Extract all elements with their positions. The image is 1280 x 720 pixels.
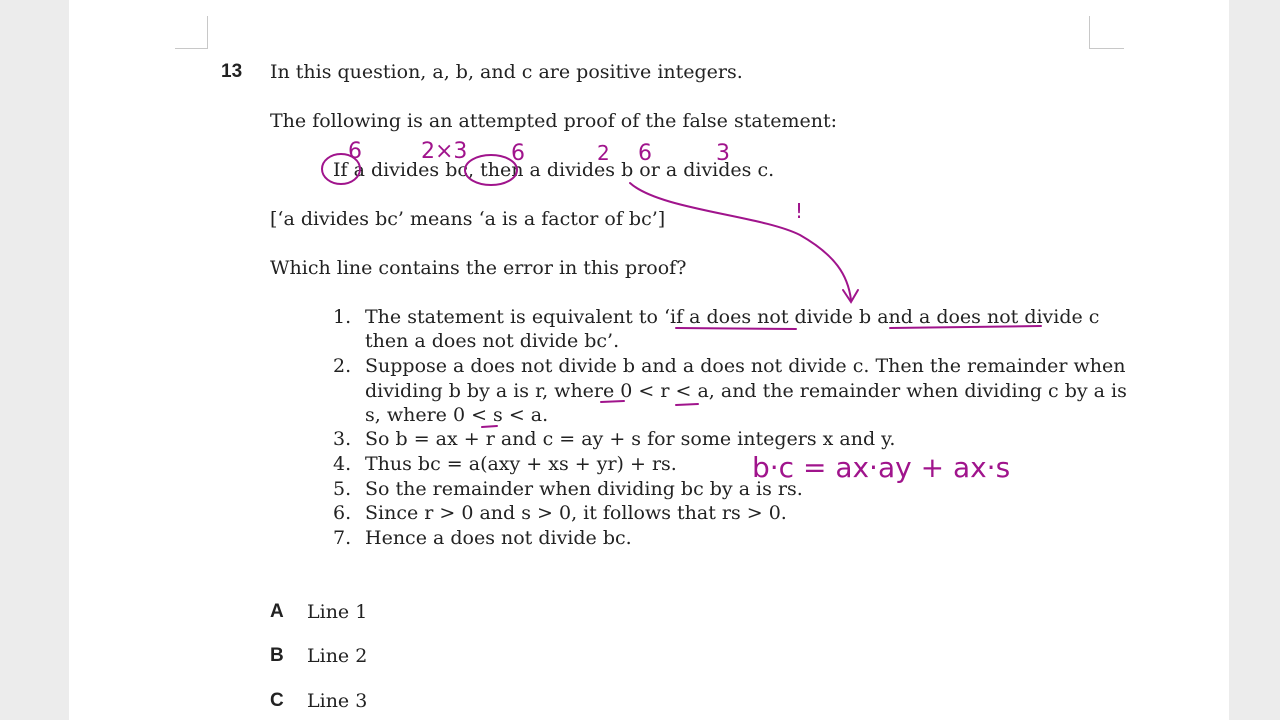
option-label[interactable]: Line 2: [307, 645, 368, 667]
proof-line-text: So the remainder when dividing bc by a is rs.: [365, 478, 803, 500]
proof-line-number: 7.: [333, 527, 352, 549]
proof-line-text: Thus bc = a(axy + xs + yr) + rs.: [365, 453, 677, 475]
annotation-two-times-three: 2×3: [421, 139, 468, 164]
option-letter: B: [270, 645, 284, 666]
annotation-exclamation: !: [795, 199, 804, 223]
crop-mark-top-left: [175, 16, 208, 49]
option-letter: C: [270, 690, 284, 711]
proof-line-number: 3.: [333, 428, 352, 450]
proof-line-text: dividing b by a is r, where 0 < r < a, and the remainder when dividing c by a is: [365, 380, 1127, 402]
proof-line-text: Hence a does not divide bc.: [365, 527, 632, 549]
definition-note: [‘a divides bc’ means ‘a is a factor of bc’]: [270, 208, 666, 230]
proof-line-text: Since r > 0 and s > 0, it follows that rs > 0.: [365, 502, 787, 524]
proof-line-text: s, where 0 < s < a.: [365, 404, 549, 426]
option-label[interactable]: Line 1: [307, 601, 368, 623]
crop-mark-top-right: [1089, 16, 1124, 49]
proof-line-text: So b = ax + r and c = ay + s for some integers x and y.: [365, 428, 896, 450]
annotation-two: 2: [597, 141, 610, 165]
annotation-six: 6: [511, 141, 525, 166]
question-intro: In this question, a, b, and c are positive integers.: [270, 61, 743, 83]
annotation-three: 3: [716, 141, 730, 166]
annotation-equation: b·c = ax·ay + ax·s: [752, 451, 1011, 484]
annotation-six: 6: [348, 139, 362, 164]
proof-line-number: 4.: [333, 453, 352, 475]
false-statement: If a divides bc, then a divides b or a divides c.: [333, 159, 775, 181]
option-label[interactable]: Line 3: [307, 690, 368, 712]
proof-line-number: 1.: [333, 306, 352, 328]
proof-line-text: The statement is equivalent to ‘if a does not divide b and a does not divide c: [365, 306, 1100, 328]
proof-line-text: then a does not divide bc’.: [365, 330, 620, 352]
proof-line-number: 6.: [333, 502, 352, 524]
proof-line-number: 5.: [333, 478, 352, 500]
option-letter: A: [270, 601, 284, 622]
question-number: 13: [221, 61, 243, 82]
annotation-six: 6: [638, 141, 652, 166]
question-lead: The following is an attempted proof of the false statement:: [270, 110, 838, 132]
proof-line-number: 2.: [333, 355, 352, 377]
question-prompt: Which line contains the error in this proof?: [270, 257, 687, 279]
proof-line-text: Suppose a does not divide b and a does not divide c. Then the remainder when: [365, 355, 1126, 377]
